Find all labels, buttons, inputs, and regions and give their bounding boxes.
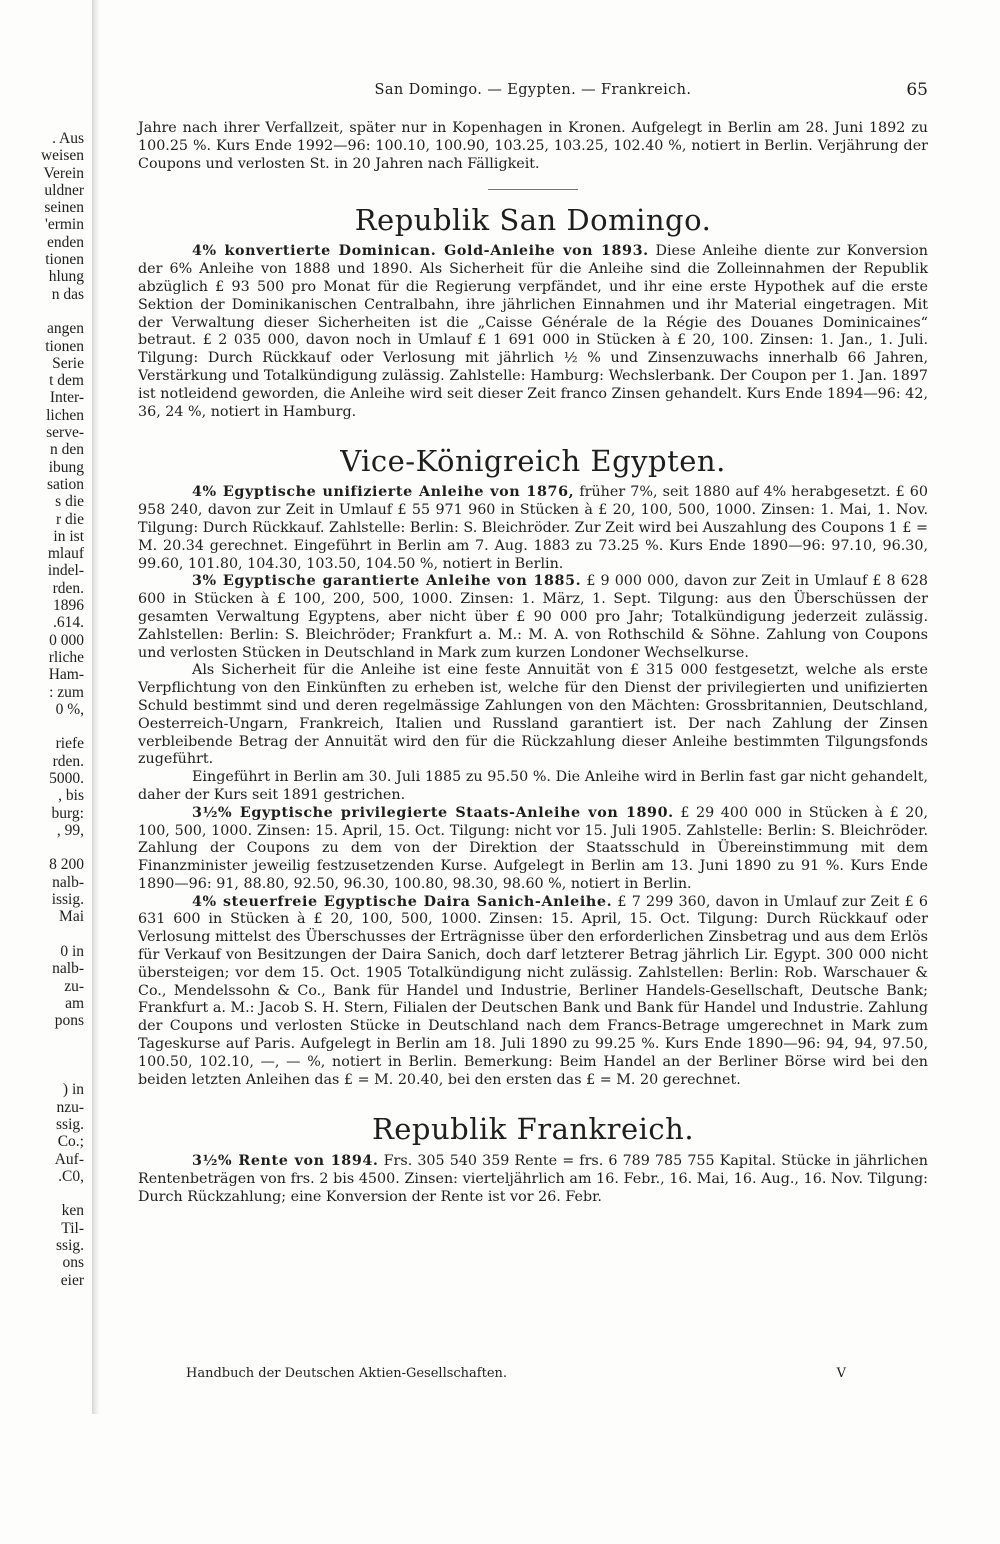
section-egypten — [138, 484, 928, 1089]
margin-fragment — [0, 1029, 92, 1046]
margin-fragment: 5000. — [49, 769, 84, 787]
page-footer — [186, 1366, 846, 1381]
margin-fragment: weisen — [40, 147, 84, 165]
margin-fragment: ibung — [48, 458, 84, 476]
margin-fragment: mlauf — [47, 545, 84, 563]
bond-entry — [138, 662, 928, 769]
footer-publication: Handbuch der Deutschen Aktien-Gesellschaften. — [186, 1366, 508, 1381]
bond-entry — [138, 243, 928, 421]
margin-fragment: rden. — [52, 579, 84, 597]
bond-title: 4% konvertierte Dominican. Gold-Anleihe von 1893. — [192, 243, 649, 260]
margin-fragment — [0, 839, 92, 856]
margin-fragment: Co.; — [57, 1133, 84, 1151]
section-heading-frankreich: Republik Frankreich. — [371, 1112, 695, 1147]
section-divider — [488, 189, 578, 190]
margin-fragment: ken — [61, 1202, 84, 1220]
bond-title: 3% Egyptische garantierte Anleihe von 1885. — [192, 573, 582, 590]
margin-fragment: n das — [51, 285, 84, 303]
bond-title: 4% Egyptische unifizierte Anleihe von 1876, — [192, 484, 575, 501]
section-frankreich — [138, 1153, 928, 1206]
margin-fragment: ons — [62, 1254, 84, 1272]
bond-title: 4% steuerfreie Egyptische Daira Sanich-Anleihe. — [192, 893, 613, 910]
margin-fragment: 'ermin — [45, 216, 84, 234]
continuation-paragraph: Jahre nach ihrer Verfallzeit, später nur in Kopenhagen in Kronen. Aufgelegt in Berlin am 28. Juni 1892 zu 100.25 %. Kurs Ende 1992—96: 100.10, 100.90, 103.25, 103.25, 102.40 %, notiert in Berlin. Verjährung der Coupons und verlosten St. in 20 Jahren nach Fälligkeit. — [138, 120, 928, 172]
page-number: 65 — [906, 80, 928, 100]
section-heading-egypten: Vice-Königreich Egypten. — [340, 444, 726, 479]
bond-entry — [138, 805, 928, 894]
running-header-title: San Domingo. — Egypten. — Frankreich. — [374, 82, 692, 98]
margin-fragment: serve- — [46, 424, 84, 442]
margin-fragment: rliche — [48, 648, 84, 666]
running-header — [138, 82, 928, 106]
bond-details: Diese Anleihe diente zur Konversion der 6% Anleihe von 1888 und 1890. Als Sicherheit für die Anleihe sind die Zolleinnahmen der Republik abzüglich £ 93 500 pro Monat für die Regierung verpfändet, und ihr eine erste Hypothek auf die erste Sektion der Dominikanischen Centralbahn, ihre jährlichen Einnahmen und ihr Material eingetragen. Mit der Verwaltung dieser Sicherheiten ist die „Caisse Générale de la Régie des Douanes Dominicaines“ betraut. £ 2 035 000, davon noch in Umlauf £ 1 691 000 in Stücken à £ 20, 100. Zinsen: 1. Jan., 1. Juli. Tilgung: Durch Rückkauf oder Verlosung mit jährlich ½ % und Zinsenzuwachs innerhalb 66 Jahren, Verstärkung und Totalkündigung zulässig. Zahlstelle: Hamburg: Wechslerbank. Der Coupon per 1. Jan. 1897 ist notleidend geworden, die Anleihe wird seit dieser Zeit franco Zinsen gehandelt. Kurs Ende 1894—96: 42, 36, 24 %, notiert in Hamburg. — [138, 243, 928, 420]
margin-fragment — [0, 303, 92, 320]
margin-fragment: , bis — [58, 787, 84, 805]
margin-fragment: am — [65, 994, 84, 1012]
margin-fragment — [0, 1047, 92, 1064]
margin-fragment: ssig. — [56, 1115, 84, 1133]
margin-fragment: .614. — [53, 614, 84, 632]
margin-fragment: riefe — [55, 735, 84, 753]
footer-signature: V — [836, 1366, 846, 1381]
margin-fragment: tionen — [45, 251, 84, 269]
margin-fragment: zu- — [64, 977, 84, 995]
margin-fragment: angen — [46, 320, 84, 338]
bond-details: früher 7%, seit 1880 auf 4% herabgesetzt. £ 60 958 240, davon zur Zeit in Umlauf £ 55 971 960 in Stücken à £ 20, 100, 500, 1000. Zinsen: 1. Mai, 1. Nov. Tilgung: Durch Rückkauf. Zahlstelle: Berlin: S. Bleichröder. Zur Zeit wird bei Auszahlung des Coupons 1 £ = M. 20.34 gerechnet. Eingeführt in Berlin am 7. Aug. 1883 zu 73.25 %. Kurs Ende 1890—96: 97.10, 96.30, 99.60, 101.80, 104.30, 103.50, 104.50 %, notiert in Berlin. — [138, 484, 928, 572]
margin-fragment: .C0, — [58, 1167, 84, 1185]
bond-entry — [138, 1153, 928, 1206]
margin-fragment — [0, 718, 92, 735]
margin-fragment: tionen — [45, 337, 84, 355]
margin-fragment: ssig. — [56, 1237, 84, 1254]
margin-fragment: Ham- — [48, 666, 84, 684]
margin-fragment: 0 000 — [49, 631, 84, 649]
margin-fragment — [0, 1064, 92, 1081]
bond-details: Eingeführt in Berlin am 30. Juli 1885 zu 95.50 %. Die Anleihe wird in Berlin fast gar nicht gehandelt, daher der Kurs seit 1891 gestrichen. — [138, 769, 928, 803]
margin-fragment: eier — [60, 1271, 84, 1289]
margin-fragment: pons — [54, 1012, 84, 1030]
bond-details: £ 29 400 000 in Stücken à £ 20, 100, 500, 1000. Zinsen: 15. April, 15. Oct. Tilgung: nicht vor 15. Juli 1905. Zahlstelle: Berlin: S. Bleichröder. Zahlung der Coupons zu dem von der Direktion der Staatsschuld in Übereinstimmung mit dem Finanzminister jeweilig festzusetzenden Kurse. Aufgelegt in Berlin am 13. Juni 1890 zu 91 %. Kurs Ende 1890—96: 91, 88.80, 92.50, 96.30, 100.80, 98.30, 98.60 %, notiert in Berlin. — [138, 804, 928, 892]
bond-entry — [138, 894, 928, 1090]
margin-fragment — [0, 926, 92, 943]
margin-fragment: nalb- — [52, 873, 84, 891]
page-gutter — [92, 0, 100, 1414]
bond-details: Frs. 305 540 359 Rente = frs. 6 789 785 755 Kapital. Stücke in jährlichen Rentenbeträgen von frs. 2 bis 4500. Zinsen: vierteljährlich am 16. Febr., 16. Mai, 16. Aug., 16. Nov. Tilgung: Durch Rückzahlung; eine Konversion der Rente ist vor 26. Febr. — [138, 1153, 929, 1206]
margin-fragment — [0, 1185, 92, 1202]
margin-fragment: r die — [56, 510, 84, 528]
bond-entry — [138, 769, 928, 805]
margin-fragment: issig. — [51, 891, 84, 909]
margin-fragment: 0 in — [60, 942, 84, 960]
margin-fragment: Inter- — [49, 389, 84, 407]
previous-page-margin — [0, 0, 92, 1544]
margin-fragment: rden. — [52, 752, 84, 770]
margin-fragment: nalb- — [52, 960, 84, 978]
bond-details: £ 7 299 360, davon in Umlauf zur Zeit £ 6 631 600 in Stücken à £ 20, 100, 500, 1000. Zinsen: 15. April, 15. Oct. Tilgung: Durch Rückkauf oder Verlosung mittelst des Überschusses der Erträgnisse über den erforderlichen Zinsbetrag und aus dem Erlös für Verkauf von Besitzungen der Daira Sanich, doch darf letzterer Betrag jährlich Lir. Egypt. 300 000 nicht übersteigen; vor dem 15. Oct. 1905 Totalkündigung nicht zulässig. Zahlstellen: Berlin: Rob. Warschauer & Co., Mendelssohn & Co., Bank für Handel und Industrie, Berliner Handels-Gesellschaft, Deutsche Bank; Frankfurt a. M.: Jacob S. H. Stern, Filialen der Deutschen Bank und Bank für Handel und Industrie. Zahlung der Coupons und verlosten Stücke in Deutschland nach dem Francs-Betrage umgerechnet in Mark zum Tageskurse auf Paris. Aufgelegt in Berlin am 18. Juli 1890 zu 99.25 %. Kurs Ende 1890—96: 94, 94, 97.50, 100.50, 102.10, —, — %, notiert in Berlin. Bemerkung: Beim Handel an der Berliner Börse wird bei den beiden letzten Anleihen das £ = M. 20.40, bei den ersten das £ = M. 20 gerechnet. — [138, 893, 928, 1088]
margin-fragment: seinen — [44, 199, 84, 217]
margin-fragment: ) in — [62, 1081, 84, 1099]
bond-entry — [138, 573, 928, 662]
margin-fragment: enden — [46, 233, 84, 251]
bond-entry — [138, 484, 928, 573]
bond-details: £ 9 000 000, davon zur Zeit in Umlauf £ 8 628 600 in Stücken à £ 100, 200, 500, 1000. Zinsen: 1. März, 1. Sept. Tilgung: aus den Überschüssen der gesamten Verwaltung Egyptens, aber nicht über £ 90 000 pro Jahr; Totalkündigung jederzeit zulässig. Zahlstellen: Berlin: S. Bleichröder; Frankfurt a. M.: M. A. von Rothschild & Söhne. Zahlung von Coupons und verlosten Stücken in Deutschland in Mark zum kurzen Londoner Wechselkurse. — [138, 573, 929, 661]
book-page — [138, 82, 928, 1207]
bond-title: 3½% Rente von 1894. — [192, 1153, 379, 1170]
margin-fragment: n den — [49, 441, 84, 459]
margin-fragment: indel- — [47, 562, 84, 580]
margin-fragment: Auf- — [54, 1150, 84, 1168]
margin-fragment: uldner — [44, 181, 84, 199]
bond-title: 3½% Egyptische privilegierte Staats-Anleihe von 1890. — [192, 804, 674, 821]
margin-fragment: Verein — [43, 164, 84, 182]
margin-fragment: s die — [55, 493, 84, 511]
margin-fragment: in ist — [53, 527, 84, 545]
margin-fragment: sation — [46, 475, 84, 493]
margin-fragment: . Aus — [52, 130, 84, 147]
section-san-domingo — [138, 243, 928, 421]
margin-fragment: Serie — [52, 354, 84, 372]
margin-fragment: lichen — [46, 406, 84, 424]
margin-fragment: 8 200 — [49, 856, 84, 874]
margin-fragment: : zum — [49, 683, 84, 701]
section-heading-san-domingo: Republik San Domingo. — [354, 203, 712, 238]
margin-fragment: hlung — [48, 268, 84, 286]
margin-fragment: 0 %, — [55, 700, 84, 718]
margin-fragment: 1896 — [53, 597, 84, 615]
margin-fragment: , 99, — [56, 821, 84, 839]
margin-fragment: nzu- — [56, 1098, 84, 1116]
margin-fragment: t dem — [49, 372, 84, 390]
bond-details: Als Sicherheit für die Anleihe ist eine feste Annuität von £ 315 000 festgesetzt, welche als erste Verpflichtung von den Einkünften zu erheben ist, welche für den Dienst der privilegierten und unifizierten Schuld bestimmt sind und deren regelmässige Zahlungen von den Mächten: Grossbritannien, Deutschland, Oesterreich-Ungarn, Frankreich, Italien und Russland garantiert ist. Der nach Zahlung der Zinsen verbleibende Betrag der Annuität wird den für die Rückzahlung dieser Anleihe bestimmten Tilgungsfonds zugeführt. — [138, 662, 928, 768]
margin-fragment: Til- — [61, 1219, 84, 1237]
margin-fragment: Mai — [59, 908, 84, 926]
margin-fragment: burg: — [51, 804, 84, 822]
